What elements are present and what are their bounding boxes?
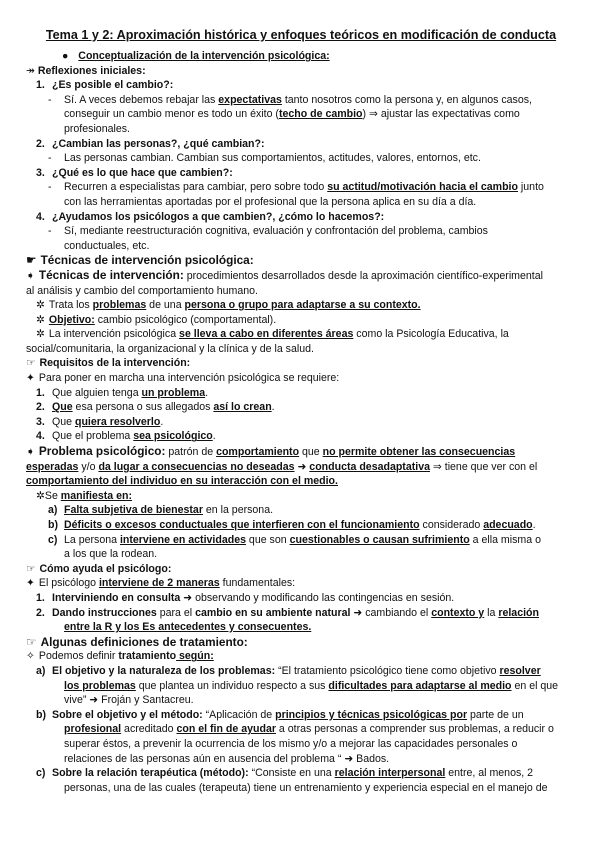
definition-problema: ➧ Problema psicológico: patrón de comportamiento que no permite obtener las consecuencias — [26, 444, 516, 459]
requisito-item: 4. Que el problema sea psicológico. — [36, 430, 216, 443]
section-tecnicas: ☛ Técnicas de intervención psicológica: — [26, 253, 254, 268]
document-page: Tema 1 y 2: Aproximación histórica y enfoques teóricos en modificación de conducta ● Conceptualización de la intervención psicológica: ↠ Reflexiones iniciales: 1. ¿Es posible el cambio?: - Sí. A veces debemos rebajar las expectativas tanto nosotros como la persona y, en algunos casos, conseguir un cambio menor es todo un éxito (techo de cambio) ⇒ ajustar las expectativas como profesionales. 2. ¿Cambian las personas?, ¿qué cambian?: - Las personas cambian. Cambian sus comportamientos, actitudes, valores, entornos, etc. 3. ¿Qué es lo que hace que cambien?: - Recurren a especialistas para cambiar, pero sobre todo su actitud/motivación hacia el cambio junto con las herramientas aportadas por el profesional que la persona aplica en su día a día. 4. ¿Ayudamos los psicólogos a que cambien?, ¿cómo lo hacemos?: - Sí, mediante reestructuración cognitiva, evaluación y confrontación del problema, cambios conductuales, etc. ☛ Técnicas de intervención psicológica: ➧ Técnicas de intervención: procedimientos desarrollados desde la aproximación científico-experimental al análisis y cambio del comportamiento humano. ✲ Trata los problemas de una persona o grupo para adaptarse a su contexto. ✲ Objetivo: cambio psicológico (comportamental). ✲ La intervención psicológica se lleva a cabo en diferentes áreas como la Psicología Educativa, la social/comunitaria, la organizacional y la clínica y de la salud. ☞ Requisitos de la intervención: ✦ Para poner en marcha una intervención psicológica se requiere: 1. Que alguien tenga un problema. 2. Que esa persona o sus allegados así lo crean. 3. Que quiera resolverlo. 4. Que el problema sea psicológico. ➧ Problema psicológico: patrón de comportamiento que no permite obtener las consecuencias esperadas y/o da lugar a consecuencias no deseadas ➜ conducta desadaptativa ⇒ tiene que ver con el comportamiento del individuo en su interacción con el medio. ✲Se manifiesta en: a) Falta subjetiva de bienestar en la persona. b) Déficits o excesos conductuales que interfieren con el funcionamiento considerado adecuado. c) La persona interviene en actividades que son cuestionables o causan sufrimiento a ella misma o a los que la rodean. ☞ Cómo ayuda el psicólogo: ✦ El psicólogo interviene de 2 maneras fundamentales: 1. Interviniendo en consulta ➜ observando y modificando las contingencias en sesión. 2. Dando instrucciones para el cambio en su ambiente natural ➜ cambiando el contexto y la relación entre la R y los Es antecedentes y consecuentes. ☞ Algunas definiciones de tratamiento: ✧ Podemos definir tratamiento según: a) El objetivo y la naturaleza de los problemas: “El tratamiento psicológico tiene como objetivo resolver los problemas que plantea un individuo respecto a sus dificultades para adaptarse al medio en el que vive” ➜ Froján y Santacreu. b) Sobre el objetivo y el método: “Aplicación de principios y técnicas psicológicas por parte de un profesional acreditado con el fin de ayudar a otras personas a comprender sus problemas, a reducir o superar éstos, a prevenir la ocurrencia de los mismo y/o a mejorar las capacidades personales o relaciones de las personas aún en ausencia del problema “ ➜ Bados. c) Sobre la relación terapéutica (método): “Consiste en una relación interpersonal entre, al menos, 2 personas, una de las cuales (terapeuta) tiene un entrenamiento y experiencia especial en el manejo de — [26, 27, 576, 795]
star-bullet-icon: ✦ — [26, 372, 35, 385]
como-ayuda-item: 1. Interviniendo en consulta ➜ observando y modificando las contingencias en sesión. — [36, 591, 455, 604]
subheading-reflexiones: ↠ Reflexiones iniciales: — [26, 64, 146, 77]
answer-3: - Recurren a especialistas para cambiar, pero sobre todo su actitud/motivación hacia el cambio junto — [48, 181, 544, 194]
question-3: 3. ¿Qué es lo que hace que cambien?: — [36, 166, 233, 179]
bullet-icon: ● — [62, 50, 69, 62]
diamond-outline-icon: ✧ — [26, 650, 35, 663]
asterisk-icon: ✲ — [36, 313, 45, 326]
asterisk-icon: ✲ — [36, 328, 45, 341]
pointing-hand-outline-icon: ☞ — [26, 634, 37, 649]
asterisk-icon: ✲ — [36, 489, 45, 502]
requisito-item: 1. Que alguien tenga un problema. — [36, 386, 209, 399]
point-areas: ✲ La intervención psicológica se lleva a cabo en diferentes áreas como la Psicología Educativa, la — [36, 328, 509, 341]
question-4: 4. ¿Ayudamos los psicólogos a que cambien?, ¿cómo lo hacemos?: — [36, 210, 385, 223]
question-1: 1. ¿Es posible el cambio?: — [36, 79, 174, 92]
question-2: 2. ¿Cambian las personas?, ¿qué cambian?: — [36, 137, 265, 150]
star-bullet-icon: ✦ — [26, 577, 35, 590]
arrows-icon: ↠ — [26, 64, 35, 77]
definiciones-intro: ✧ Podemos definir tratamiento según: — [26, 650, 214, 663]
arrowhead-icon: ➧ — [26, 446, 35, 459]
point-objetivo: ✲ Objetivo: cambio psicológico (comportamental). — [36, 313, 277, 326]
dash-icon: - — [48, 93, 52, 106]
section-requisitos: ☞ Requisitos de la intervención: — [26, 357, 191, 370]
requisito-item: 3. Que quiera resolverlo. — [36, 415, 164, 428]
requisito-item: 2. Que esa persona o sus allegados así lo crean. — [36, 401, 275, 414]
como-ayuda-intro: ✦ El psicólogo interviene de 2 maneras fundamentales: — [26, 577, 296, 590]
definition-tecnicas: ➧ Técnicas de intervención: procedimientos desarrollados desde la aproximación científico-experimental — [26, 267, 543, 282]
definicion-b: b) Sobre el objetivo y el método: “Aplicación de principios y técnicas psicológicas por parte de un — [36, 708, 524, 721]
section-como-ayuda: ☞ Cómo ayuda el psicólogo: — [26, 562, 172, 575]
answer-4: - Sí, mediante reestructuración cognitiva, evaluación y confrontación del problema, cambios — [48, 225, 488, 238]
section-conceptualizacion: ● Conceptualización de la intervención psicológica: — [62, 50, 330, 62]
point-trata: ✲ Trata los problemas de una persona o grupo para adaptarse a su contexto. — [36, 299, 421, 312]
definicion-c: c) Sobre la relación terapéutica (método): “Consiste en una relación interpersonal entre, al menos, 2 — [36, 767, 534, 780]
dash-icon: - — [48, 152, 52, 165]
answer-1: - Sí. A veces debemos rebajar las expectativas tanto nosotros como la persona y, en algunos casos, — [48, 93, 532, 106]
arrowhead-icon: ➧ — [26, 269, 35, 282]
manifiesta-label: ✲Se manifiesta en: — [36, 489, 133, 502]
como-ayuda-item: 2. Dando instrucciones para el cambio en su ambiente natural ➜ cambiando el contexto y la relación — [36, 606, 539, 619]
requisitos-intro: ✦ Para poner en marcha una intervención psicológica se requiere: — [26, 372, 340, 385]
asterisk-icon: ✲ — [36, 299, 45, 312]
definicion-a: a) El objetivo y la naturaleza de los problemas: “El tratamiento psicológico tiene como objetivo resolver — [36, 664, 541, 677]
section-definiciones: ☞ Algunas definiciones de tratamiento: — [26, 634, 248, 649]
pointing-hand-icon: ☛ — [26, 253, 37, 268]
answer-2: - Las personas cambian. Cambian sus comportamientos, actitudes, valores, entornos, etc. — [48, 152, 481, 165]
pointing-hand-outline-icon: ☞ — [26, 357, 36, 370]
dash-icon: - — [48, 181, 52, 194]
manifiesta-item: a) Falta subjetiva de bienestar en la persona. — [48, 504, 274, 517]
dash-icon: - — [48, 225, 52, 238]
manifiesta-item: c) La persona interviene en actividades que son cuestionables o causan sufrimiento a ella misma o — [48, 533, 541, 546]
manifiesta-item: b) Déficits o excesos conductuales que interfieren con el funcionamiento considerado adecuado. — [48, 519, 536, 531]
pointing-hand-outline-icon: ☞ — [26, 562, 36, 575]
document-title: Tema 1 y 2: Aproximación histórica y enfoques teóricos en modificación de conducta — [45, 28, 557, 42]
